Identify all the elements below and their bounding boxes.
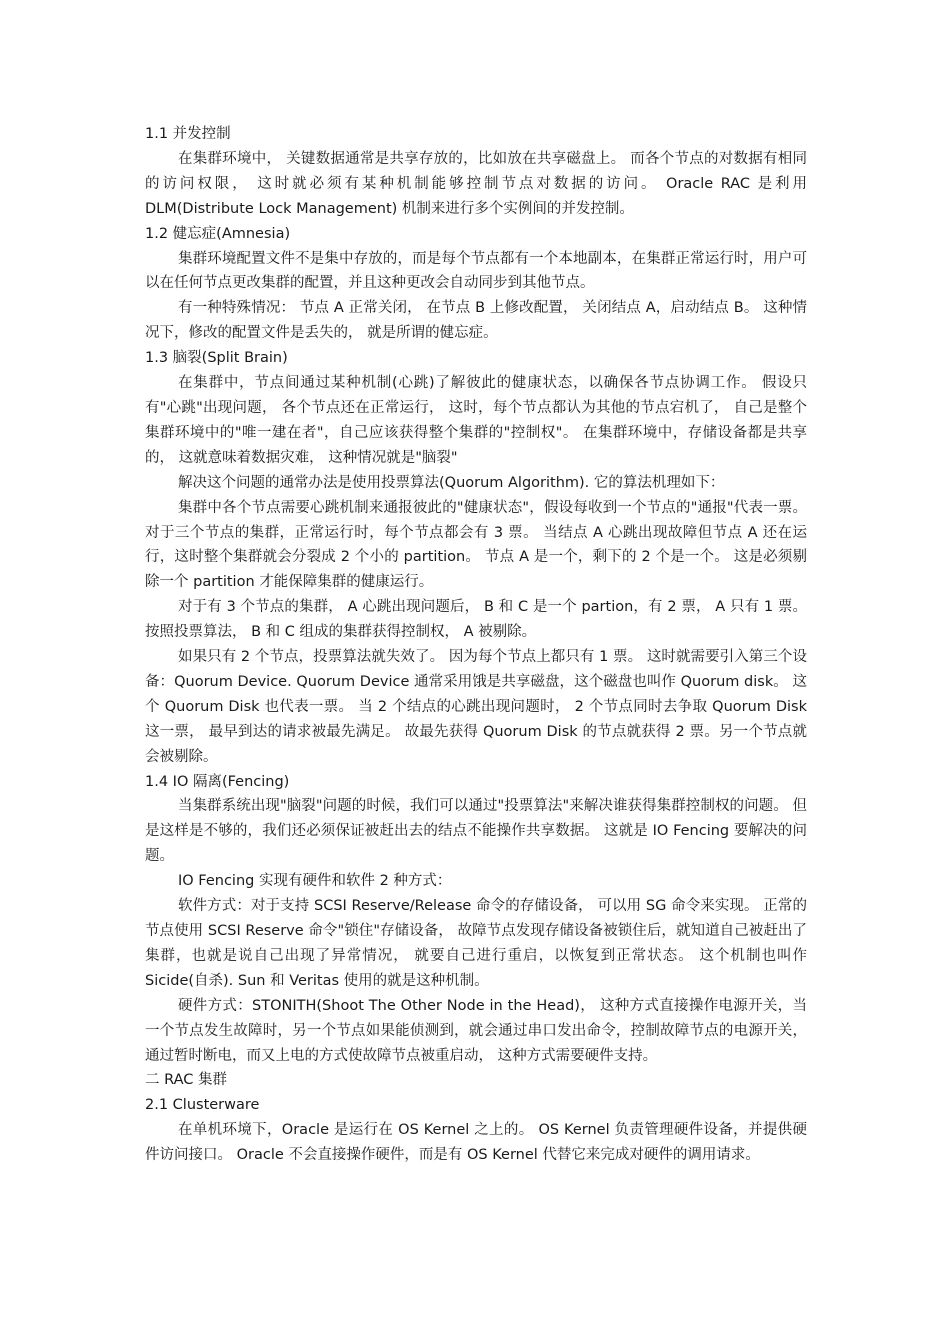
paragraph: 在集群中，节点间通过某种机制(心跳)了解彼此的健康状态，以确保各节点协调工作。 假设只有"心跳"出现问题， 各个节点还在正常运行， 这时，每个节点都认为其他的节点宕机了， 自己是整个集群环境中的"唯一建在者"，自己应该获得整个集群的"控制权"。 在集群环境中，存储设备都是共享的， 这就意味着数据灾难， 这种情况就是"脑裂" xyxy=(145,375,807,466)
paragraph: 硬件方式：STONITH(Shoot The Other Node in the Head)， 这种方式直接操作电源开关，当一个节点发生故障时，另一个节点如果能侦测到，就会通过串口发出命令，控制故障节点的电源开关，通过暂时断电，而又上电的方式使故障节点被重启动， 这种方式需要硬件支持。 xyxy=(145,997,807,1064)
document-body xyxy=(145,122,807,1168)
paragraph: IO Fencing 实现有硬件和软件 2 种方式： xyxy=(178,873,452,890)
paragraph: 在集群环境中， 关键数据通常是共享存放的，比如放在共享磁盘上。 而各个节点的对数据有相同的访问权限， 这时就必须有某种机制能够控制节点对数据的访问。 Oracle RAC 是利用 DLM(Distribute Lock Management) 机制来进行多个实例间的并发控制。 xyxy=(145,150,807,217)
paragraph: 在单机环境下，Oracle 是运行在 OS Kernel 之上的。 OS Kernel 负责管理硬件设备，并提供硬件访问接口。 Oracle 不会直接操作硬件，而是有 OS Kernel 代替它来完成对硬件的调用请求。 xyxy=(145,1122,807,1164)
paragraph: 有一种特殊情况： 节点 A 正常关闭， 在节点 B 上修改配置， 关闭结点 A，启动结点 B。 这种情况下，修改的配置文件是丢失的， 就是所谓的健忘症。 xyxy=(145,300,807,342)
section-heading: 1.1 并发控制 xyxy=(145,126,231,142)
paragraph: 集群环境配置文件不是集中存放的，而是每个节点都有一个本地副本，在集群正常运行时，用户可以在任何节点更改集群的配置，并且这种更改会自动同步到其他节点。 xyxy=(145,250,807,292)
section-heading: 2.1 Clusterware xyxy=(145,1097,260,1114)
paragraph: 集群中各个节点需要心跳机制来通报彼此的"健康状态"，假设每收到一个节点的"通报"代表一票。对于三个节点的集群，正常运行时，每个节点都会有 3 票。 当结点 A 心跳出现故障但节点 A 还在运行，这时整个集群就会分裂成 2 个小的 partition。 节点 A 是一个，剩下的 2 个是一个。 这是必须剔除一个 partition 才能保障集群的健康运行。 xyxy=(145,499,807,591)
chapter-heading: 二 RAC 集群 xyxy=(145,1072,227,1089)
paragraph: 软件方式：对于支持 SCSI Reserve/Release 命令的存储设备， 可以用 SG 命令来实现。 正常的节点使用 SCSI Reserve 命令"锁住"存储设备， 故障节点发现存储设备被锁住后，就知道自己被赶出了集群，也就是说自己出现了异常情况， 就要自己进行重启，以恢复到正常状态。 这个机制也叫作 Sicide(自杀). Sun 和 Veritas 使用的就是这种机制。 xyxy=(145,898,807,989)
section-heading: 1.4 IO 隔离(Fencing) xyxy=(145,773,290,790)
paragraph: 当集群系统出现"脑裂"问题的时候，我们可以通过"投票算法"来解决谁获得集群控制权的问题。 但是这样是不够的，我们还必须保证被赶出去的结点不能操作共享数据。 这就是 IO Fencing 要解决的问题。 xyxy=(145,798,807,865)
section-heading: 1.2 健忘症(Amnesia) xyxy=(145,225,291,242)
paragraph: 如果只有 2 个节点，投票算法就失效了。 因为每个节点上都只有 1 票。 这时就需要引入第三个设备：Quorum Device. Quorum Device 通常采用饿是共享磁盘，这个磁盘也叫作 Quorum disk。 这个 Quorum Disk 也代表一票。 当 2 个结点的心跳出现问题时， 2 个节点同时去争取 Quorum Disk 这一票， 最早到达的请求被最先满足。 故最先获得 Quorum Disk 的节点就获得 2 票。另一个节点就会被剔除。 xyxy=(145,649,807,765)
section-heading: 1.3 脑裂(Split Brain) xyxy=(145,350,288,367)
paragraph: 对于有 3 个节点的集群， A 心跳出现问题后， B 和 C 是一个 partion，有 2 票， A 只有 1 票。 按照投票算法， B 和 C 组成的集群获得控制权， A 被剔除。 xyxy=(145,599,807,641)
paragraph: 解决这个问题的通常办法是使用投票算法(Quorum Algorithm). 它的算法机理如下： xyxy=(178,474,725,491)
